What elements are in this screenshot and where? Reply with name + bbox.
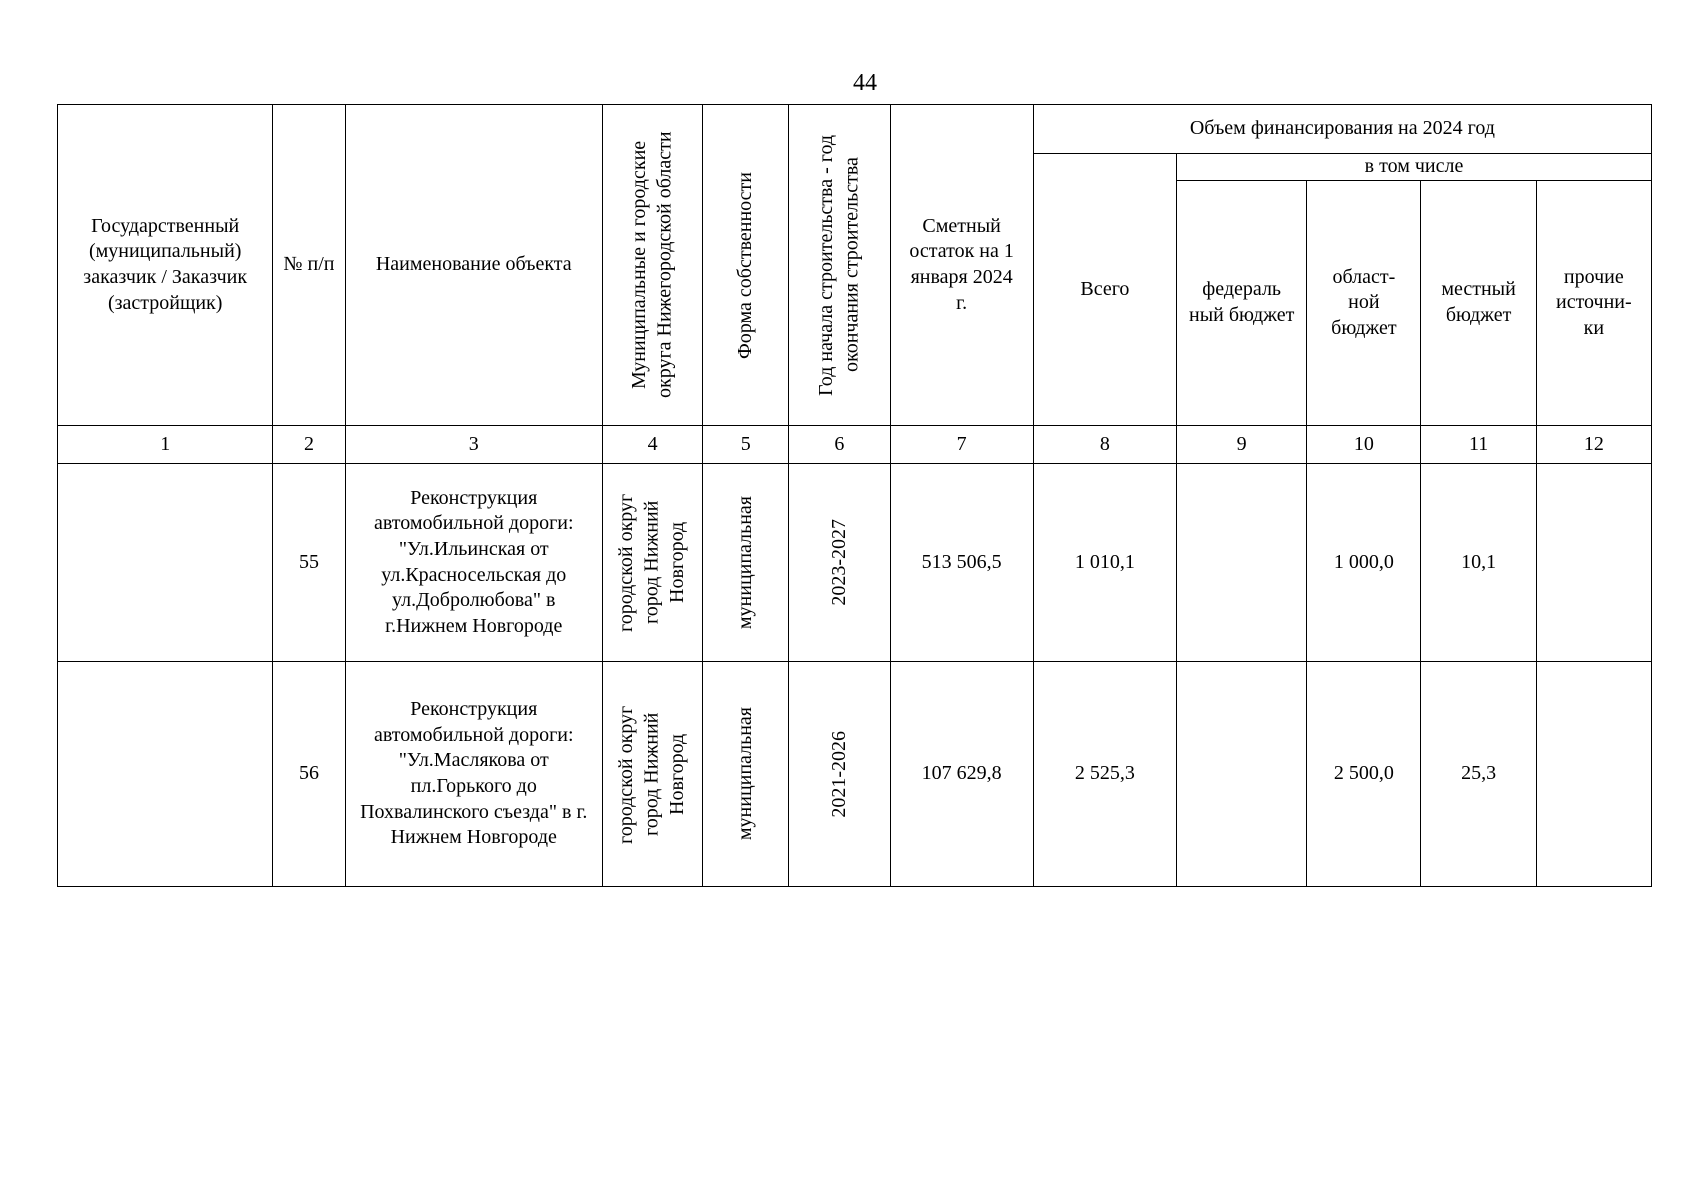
cell-ownership <box>703 662 789 887</box>
column-number: 12 <box>1536 426 1651 464</box>
table-row <box>58 464 1652 662</box>
header-regional: област- ной бюджет <box>1307 181 1421 426</box>
cell-years <box>789 464 890 662</box>
page-number: 44 <box>853 70 877 96</box>
cell-local: 25,3 <box>1421 662 1536 887</box>
cell-federal <box>1177 662 1307 887</box>
cell-number: 55 <box>273 464 345 662</box>
column-number: 11 <box>1421 426 1536 464</box>
column-number: 4 <box>602 426 702 464</box>
cell-ownership-text: муниципальная <box>733 495 756 630</box>
cell-district <box>602 464 702 662</box>
cell-customer <box>58 662 273 887</box>
column-number: 3 <box>345 426 602 464</box>
header-districts-text: Муниципальные и городские округа Нижегородской области <box>627 131 676 399</box>
cell-regional: 2 500,0 <box>1307 662 1421 887</box>
cell-object-name: Реконструкция автомобильной дороги: "Ул.Маслякова от пл.Горького до Похвалинского съезда" в г. Нижнем Новгороде <box>345 662 602 887</box>
header-years <box>789 105 890 426</box>
table-row <box>58 662 1652 887</box>
column-number: 10 <box>1307 426 1421 464</box>
cell-customer <box>58 464 273 662</box>
column-number: 7 <box>890 426 1033 464</box>
header-years-text: Год начала строительства - год окончания строительства <box>814 134 863 396</box>
cell-total: 1 010,1 <box>1033 464 1176 662</box>
cell-years-text: 2021-2026 <box>827 730 850 818</box>
cell-district-text: городской округ город Нижний Новгород <box>615 704 689 844</box>
construction-funding-table <box>57 104 1652 887</box>
column-number: 2 <box>273 426 345 464</box>
cell-total: 2 525,3 <box>1033 662 1176 887</box>
cell-estimate: 107 629,8 <box>890 662 1033 887</box>
header-object-name: Наименование объекта <box>345 105 602 426</box>
cell-number: 56 <box>273 662 345 887</box>
cell-object-name: Реконструкция автомобильной дороги: "Ул.Ильинская от ул.Красносельская до ул.Добролюбова" в г.Нижнем Новгороде <box>345 464 602 662</box>
header-local: местный бюджет <box>1421 181 1536 426</box>
header-federal: федераль ный бюджет <box>1177 181 1307 426</box>
column-number: 8 <box>1033 426 1176 464</box>
header-other: прочие источни- ки <box>1536 181 1651 426</box>
header-total: Всего <box>1033 154 1176 426</box>
cell-ownership <box>703 464 789 662</box>
header-ownership-text: Форма собственности <box>733 171 756 359</box>
cell-estimate: 513 506,5 <box>890 464 1033 662</box>
cell-district-text: городской округ город Нижний Новгород <box>615 493 689 632</box>
cell-regional: 1 000,0 <box>1307 464 1421 662</box>
header-number: № п/п <box>273 105 345 426</box>
cell-federal <box>1177 464 1307 662</box>
cell-years <box>789 662 890 887</box>
header-funding: Объем финансирования на 2024 год <box>1033 105 1651 154</box>
header-estimate: Сметный остаток на 1 января 2024 г. <box>890 105 1033 426</box>
cell-years-text: 2023-2027 <box>827 519 850 606</box>
header-districts <box>602 105 702 426</box>
header-ownership <box>703 105 789 426</box>
cell-other <box>1536 662 1651 887</box>
column-number: 5 <box>703 426 789 464</box>
header-including: в том числе <box>1177 154 1652 181</box>
cell-district <box>602 662 702 887</box>
column-number: 9 <box>1177 426 1307 464</box>
cell-other <box>1536 464 1651 662</box>
column-number: 1 <box>58 426 273 464</box>
header-customer: Государственный (муниципальный) заказчик / Заказчик (застройщик) <box>58 105 273 426</box>
cell-local: 10,1 <box>1421 464 1536 662</box>
cell-ownership-text: муниципальная <box>733 707 756 841</box>
column-number: 6 <box>789 426 890 464</box>
